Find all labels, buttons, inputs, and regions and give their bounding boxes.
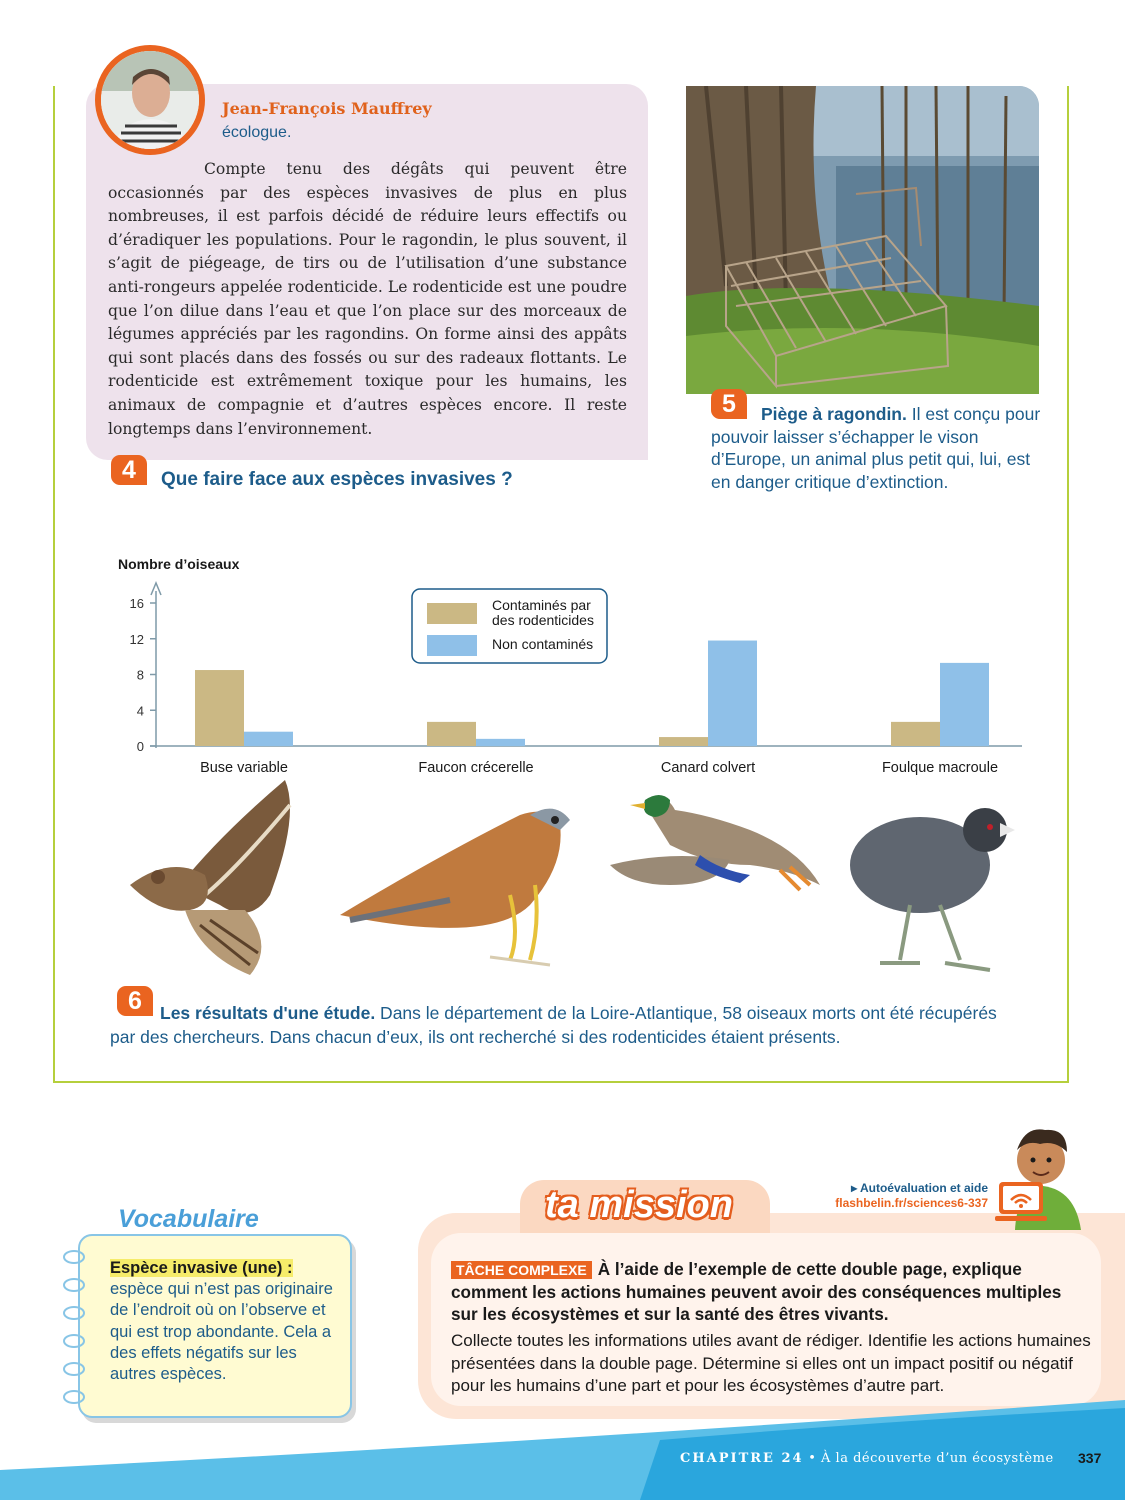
chapter-label: CHAPITRE 24 — [680, 1451, 804, 1466]
y-tick-label: 8 — [136, 667, 144, 683]
doc5-caption — [711, 403, 1051, 493]
chart-legend — [412, 589, 607, 663]
task-text: À l’aide de l’exemple de cette double page, explique comment les actions humaines peuvent avoir des conséquences multiples sur les écosystèmes et sur la santé des êtres vivants. — [451, 1259, 1062, 1324]
bar-chart — [110, 553, 1030, 783]
help-link[interactable] — [820, 1181, 988, 1211]
bar-not-contaminated — [940, 663, 989, 746]
mallard-illustration — [610, 795, 820, 890]
kestrel-illustration — [340, 809, 570, 965]
doc4-title: Que faire face aux espèces invasives ? — [161, 469, 513, 490]
coot-illustration — [850, 808, 1015, 970]
legend-swatch-not-contaminated — [427, 635, 477, 656]
footer-separator: • — [803, 1451, 822, 1466]
vocab-title: Vocabulaire — [118, 1205, 259, 1233]
vocab-term: Espèce invasive (une) : — [110, 1259, 293, 1277]
legend-label-contaminated-1: Contaminés par — [492, 597, 591, 613]
quote-author: Jean-François Mauffrey — [222, 99, 432, 118]
doc6-number-badge: 6 — [117, 986, 153, 1016]
footer-chapter — [680, 1451, 1054, 1466]
mission-title: ta mission — [545, 1184, 733, 1226]
x-category-label: Buse variable — [200, 760, 288, 776]
help-link-label: ▸ Autoévaluation et aide — [851, 1181, 988, 1195]
legend-swatch-contaminated — [427, 603, 477, 624]
doc5-title: Piège à ragondin. — [761, 404, 907, 424]
mission-instructions: Collecte toutes les informations utiles avant de rédiger. Identifie les actions humaines présentées dans la double page. Détermine si elles ont un impact positif ou négatif pour les humains d’une part et pour les écosystèmes d’autre part. — [451, 1331, 1091, 1395]
doc5-text: Il est conçu pour pouvoir laisser s’échapper le vison d’Europe, un animal plus petit qui, lui, est en danger critique d’extinction. — [711, 404, 1041, 492]
help-link-url[interactable]: flashbelin.fr/sciences6-337 — [835, 1196, 988, 1210]
laptop-wifi-icon — [995, 1178, 1047, 1226]
doc6-text: Dans le département de la Loire-Atlantique, 58 oiseaux morts ont été récupérés par des chercheurs. Dans chacun d’eux, ils ont recherché si des rodenticides étaient présents. — [110, 1003, 997, 1047]
buzzard-illustration — [130, 780, 290, 975]
bar-not-contaminated — [244, 732, 293, 746]
bar-not-contaminated — [708, 641, 757, 746]
legend-label-contaminated-2: des rodenticides — [492, 612, 594, 628]
spiral-rings — [60, 1245, 94, 1405]
page-number: 337 — [1078, 1450, 1102, 1466]
legend-label-not-contaminated: Non contaminés — [492, 636, 594, 652]
doc6-title: Les résultats d'une étude. — [160, 1003, 376, 1023]
y-tick-label: 12 — [129, 631, 144, 647]
bar-contaminated — [195, 670, 244, 746]
y-tick-label: 16 — [129, 596, 144, 611]
bar-contaminated — [427, 722, 476, 746]
x-category-label: Foulque macroule — [881, 760, 999, 776]
bird-illustrations — [110, 775, 1040, 985]
doc5-number-badge: 5 — [711, 389, 747, 419]
y-tick-label: 0 — [136, 739, 144, 754]
vocab-entry — [110, 1258, 340, 1385]
y-tick-label: 4 — [136, 703, 144, 719]
x-category-label: Faucon crécerelle — [418, 760, 534, 776]
footer-band — [0, 1400, 1125, 1500]
bar-contaminated — [891, 722, 940, 746]
quote-author-role: écologue. — [222, 124, 292, 141]
mission-task — [451, 1258, 1091, 1325]
quote-text: Compte tenu des dégâts qui peuvent être occasionnés par des espèces invasives de plus en plus nombreuses, il est parfois décidé de réduire leurs effectifs ou d’éradiquer les populations. Pour le ragondin, le plus souvent, il s’agit de piégeage, de tirs ou de l’utilisation d’une substance anti-rongeurs appelée rodenticide. Le rodenticide est une poudre que l’on dilue dans l’eau et que l’on place sur des morceaux de légumes appréciés par les ragondins. On forme ainsi des appâts qui sont placés dans des fossés ou sur des radeaux flottants. Le rodenticide est extrêmement toxique pour les humains, les animaux de compagnie et d’autres espèces encore. Il reste longtemps dans l’environnement. — [108, 160, 627, 438]
chart-y-label: Nombre d’oiseaux — [118, 556, 240, 572]
trap-photo — [686, 86, 1039, 394]
bar-not-contaminated — [476, 739, 525, 746]
vocab-definition: espèce qui n’est pas originaire de l’endroit où on l’observe et qui est trop abondante. Cela a des effets négatifs sur les autres espèces. — [110, 1280, 333, 1384]
portrait-photo — [95, 45, 205, 155]
task-tag: TÂCHE COMPLEXE — [451, 1261, 592, 1279]
x-category-label: Canard colvert — [660, 760, 756, 776]
doc6-caption — [110, 1002, 1020, 1049]
chapter-title: À la découverte d’un écosystème — [821, 1451, 1054, 1466]
bar-contaminated — [659, 737, 708, 746]
doc4-number-badge: 4 — [111, 455, 147, 485]
